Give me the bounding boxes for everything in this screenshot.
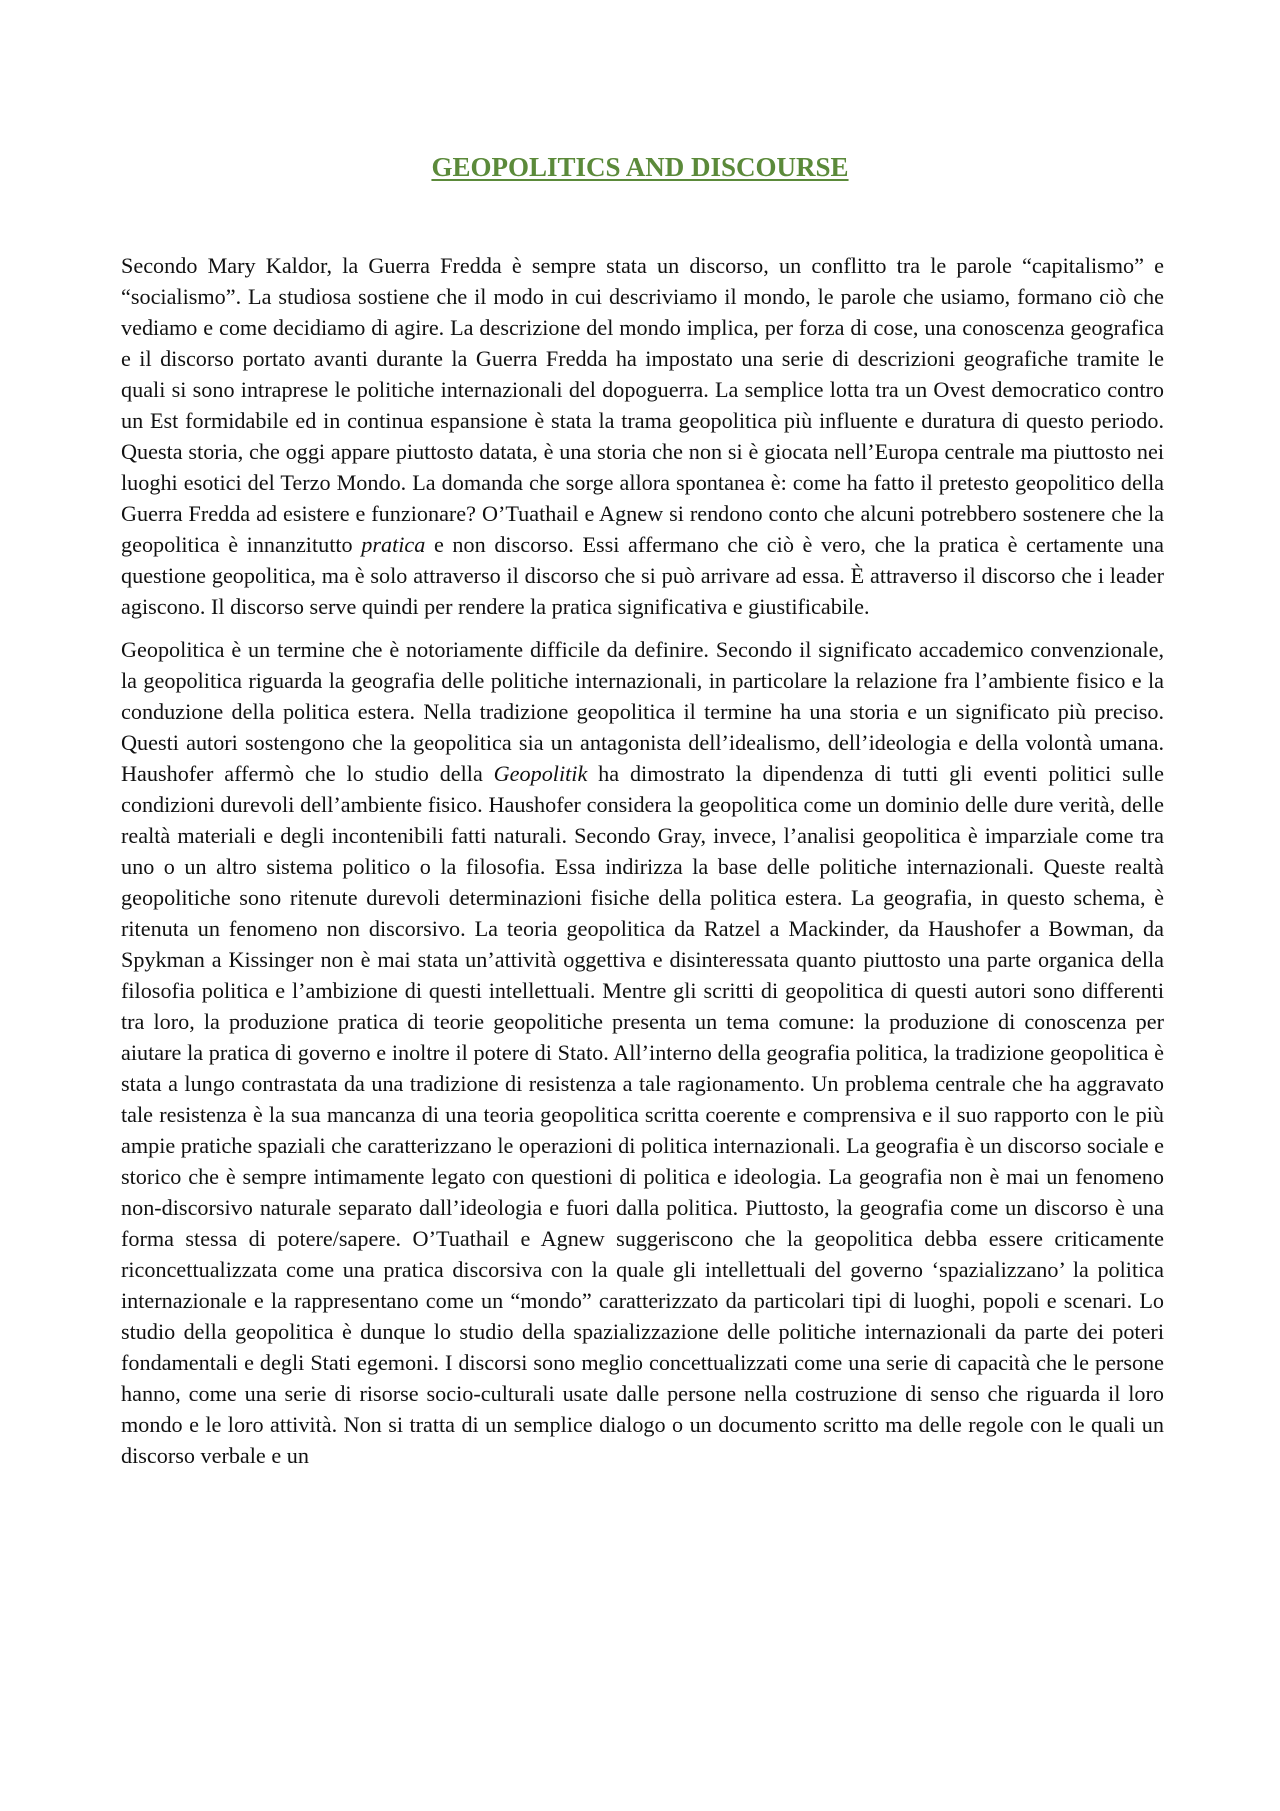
paragraph-2-italic-geopolitik: Geopolitik [493,761,588,786]
document-title-text: GEOPOLITICS AND DISCOURSE [431,152,849,182]
paragraph-1-text-b: e non discorso. Essi affermano che ciò è vero, che la pratica è certamente una questione geopolitica, ma è solo attraverso il discorso che si può arrivare ad essa. È attraverso il discorso che i leader agiscono. Il discorso serve quindi per rendere la pratica significativa e giustificabile. [121,532,1164,619]
paragraph-2 [121,634,1164,1471]
paragraph-1-italic-pratica: pratica [361,532,426,557]
paragraph-1-text-a: Secondo Mary Kaldor, la Guerra Fredda è sempre stata un discorso, un conflitto tra le parole “capitalismo” e “socialismo”. La studiosa sostiene che il modo in cui descriviamo il mondo, le parole che usiamo, formano ciò che vediamo e come decidiamo di agire. La descrizione del mondo implica, per forza di cose, una conoscenza geografica e il discorso portato avanti durante la Guerra Fredda ha impostato una serie di descrizioni geografiche tramite le quali si sono intraprese le politiche internazionali del dopoguerra. La semplice lotta tra un Ovest democratico contro un Est formidabile ed in continua espansione è stata la trama geopolitica più influente e duratura di questo periodo. Questa storia, che oggi appare piuttosto datata, è una storia che non si è giocata nell’Europa centrale ma piuttosto nei luoghi esotici del Terzo Mondo. La domanda che sorge allora spontanea è: come ha fatto il pretesto geopolitico della Guerra Fredda ad esistere e funzionare? O’Tuathail e Agnew si rendono conto che alcuni potrebbero sostenere che la geopolitica è innanzitutto [121,253,1164,557]
document-title [0,150,1280,184]
document-body [121,250,1164,1482]
paragraph-1 [121,250,1164,622]
paragraph-2-text-b: ha dimostrato la dipendenza di tutti gli eventi politici sulle condizioni durevoli dell’ambiente fisico. Haushofer considera la geopolitica come un dominio delle dure verità, delle realtà materiali e degli incontenibili fatti naturali. Secondo Gray, invece, l’analisi geopolitica è imparziale come tra uno o un altro sistema politico o la filosofia. Essa indirizza la base delle politiche internazionali. Queste realtà geopolitiche sono ritenute durevoli determinazioni fisiche della politica estera. La geografia, in questo schema, è ritenuta un fenomeno non discorsivo. La teoria geopolitica da Ratzel a Mackinder, da Haushofer a Bowman, da Spykman a Kissinger non è mai stata un’attività oggettiva e disinteressata quanto piuttosto una parte organica della filosofia politica e l’ambizione di questi intellettuali. Mentre gli scritti di geopolitica di questi autori sono differenti tra loro, la produzione pratica di teorie geopolitiche presenta un tema comune: la produzione di conoscenza per aiutare la pratica di governo e inoltre il potere di Stato. All’interno della geografia politica, la tradizione geopolitica è stata a lungo contrastata da una tradizione di resistenza a tale ragionamento. Un problema centrale che ha aggravato tale resistenza è la sua mancanza di una teoria geopolitica scritta coerente e comprensiva e il suo rapporto con le più ampie pratiche spaziali che caratterizzano le operazioni di politica internazionali. La geografia è un discorso sociale e storico che è sempre intimamente legato con questioni di politica e ideologia. La geografia non è mai un fenomeno non-discorsivo naturale separato dall’ideologia e fuori dalla politica. Piuttosto, la geografia come un discorso è una forma stessa di potere/sapere. O’Tuathail e Agnew suggeriscono che la geopolitica debba essere criticamente riconcettualizzata come una pratica discorsiva con la quale gli intellettuali del governo ‘spazializzano’ la politica internazionale e la rappresentano come un “mondo” caratterizzato da particolari tipi di luoghi, popoli e scenari. Lo studio della geopolitica è dunque lo studio della spazializzazione delle politiche internazionali da parte dei poteri fondamentali e degli Stati egemoni. I discorsi sono meglio concettualizzati come una serie di capacità che le persone hanno, come una serie di risorse socio-culturali usate dalle persone nella costruzione di senso che riguarda il loro mondo e le loro attività. Non si tratta di un semplice dialogo o un documento scritto ma delle regole con le quali un discorso verbale e un [121,761,1164,1468]
paragraph-2-text-a: Geopolitica è un termine che è notoriamente difficile da definire. Secondo il significato accademico convenzionale, la geopolitica riguarda la geografia delle politiche internazionali, in particolare la relazione fra l’ambiente fisico e la conduzione della politica estera. Nella tradizione geopolitica il termine ha una storia e un significato più preciso. Questi autori sostengono che la geopolitica sia un antagonista dell’idealismo, dell’ideologia e della volontà umana. Haushofer affermò che lo studio della [121,637,1164,786]
